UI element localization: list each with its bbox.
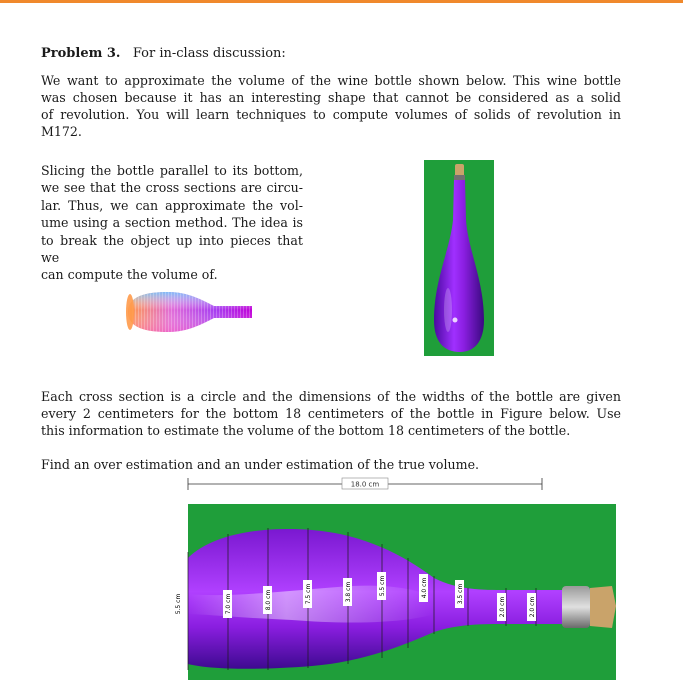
intro-line: M172. — [41, 124, 82, 139]
width-label: 5.5 cm — [379, 575, 386, 597]
cross-section-paragraph — [41, 388, 621, 439]
measured-bottle-figure — [172, 474, 620, 680]
width-label: 2.0 cm — [529, 596, 536, 618]
length-label: 18.0 cm — [350, 480, 380, 489]
problem-subtitle: For in-class discussion: — [132, 46, 286, 61]
width-label: 2.0 cm — [499, 596, 506, 618]
bottle-neck-cap — [562, 586, 590, 628]
intro-line: We want to approximate the volume of the wine bottle shown below. This wine bottle — [41, 73, 621, 88]
cross-section-line: Each cross section is a circle and the dimensions of the widths of the bottle are given — [41, 389, 621, 404]
sliced-bottle-base — [126, 294, 134, 330]
cross-section-line: every 2 centimeters for the bottom 18 centimeters of the bottle in Figure below. Use — [41, 406, 621, 421]
width-label: 3.8 cm — [345, 581, 352, 603]
width-label: 5.5 cm — [175, 593, 182, 615]
slicing-line: can compute the volume of. — [41, 267, 218, 283]
slicing-line: Slicing the bottle parallel to its bottom, — [41, 163, 303, 178]
slicing-line: to break the object up into pieces that we — [41, 232, 303, 266]
width-label: 7.5 cm — [305, 583, 312, 605]
width-label: 7.0 cm — [225, 593, 232, 615]
width-label: 3.5 cm — [457, 583, 464, 605]
bottle-cork — [590, 586, 616, 628]
intro-line: was chosen because it has an interesting shape that cannot be considered as a solid — [41, 90, 621, 105]
slicing-line: ume using a section method. The idea is — [41, 215, 303, 231]
slicing-line: lar. Thus, we can approximate the vol- — [41, 197, 303, 213]
slicing-paragraph — [41, 162, 303, 284]
top-accent-bar — [0, 0, 683, 3]
width-label: 8.0 cm — [265, 589, 272, 611]
upright-bottle-photo — [424, 160, 494, 356]
task-sentence: Find an over estimation and an under estimation of the true volume. — [41, 457, 480, 472]
cross-section-line: this information to estimate the volume of the bottom 18 centimeters of the bottle. — [41, 423, 571, 438]
problem-label: Problem 3. — [41, 46, 121, 61]
intro-line: of revolution. You will learn techniques to compute volumes of solids of revolution in — [41, 107, 621, 122]
width-label: 4.0 cm — [421, 577, 428, 599]
problem-heading — [41, 45, 286, 62]
intro-paragraph — [41, 72, 621, 140]
slicing-line: we see that the cross sections are circu- — [41, 180, 303, 196]
sliced-bottle-illustration — [120, 288, 254, 336]
